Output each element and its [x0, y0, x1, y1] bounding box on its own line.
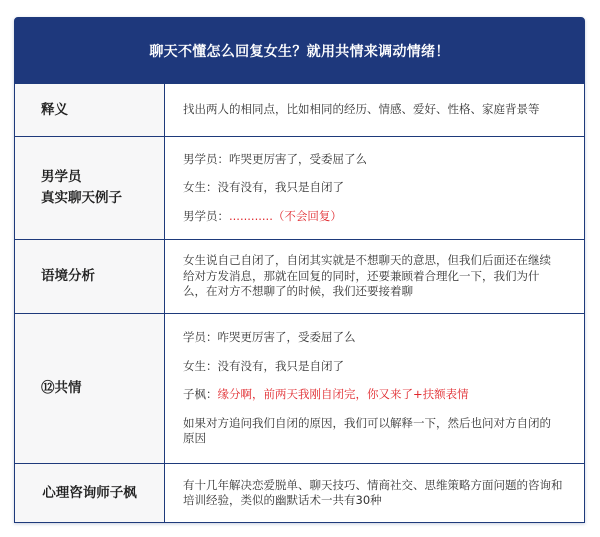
row-label-line2: 真实聊天例子	[41, 190, 122, 206]
follow-up-note: 如果对方追问我们自闭的原因，我们可以解释一下，然后也问对方自闭的原因	[183, 415, 551, 446]
chat-line	[183, 209, 568, 225]
message: 咋哭更厉害了，受委屈了么	[229, 151, 367, 166]
table-row-context-analysis	[15, 239, 584, 313]
row-label: 语境分析	[15, 240, 165, 313]
speaker: 男学员：	[183, 208, 229, 223]
speaker: 男学员：	[183, 151, 229, 166]
chat-line	[183, 330, 568, 346]
row-label: 心理咨询师子枫	[15, 464, 165, 522]
row-content	[165, 240, 584, 313]
speaker: 女生：	[183, 358, 218, 373]
speaker: 子枫：	[183, 387, 218, 402]
row-content	[165, 84, 584, 136]
row-content	[165, 137, 584, 239]
speaker: 女生：	[183, 180, 218, 195]
row-label: 释义	[15, 84, 165, 136]
chat-line	[183, 359, 568, 375]
row-label	[15, 137, 165, 239]
definition-text: 找出两人的相同点，比如相同的经历、情感、爱好、性格、家庭背景等	[183, 102, 540, 117]
message: 咋哭更厉害了，受委屈了么	[217, 330, 356, 345]
analysis-text: 女生说自己自闭了，自闭其实就是不想聊天的意思，但我们后面还在继续给对方发消息，那就在回复的同时，还要兼顾着合理化一下，我们为什么，在对方不想聊了的时候，我们还要接着聊	[183, 253, 551, 299]
row-content	[165, 464, 584, 522]
speaker: 学员：	[183, 330, 218, 345]
table-row-example	[15, 136, 584, 239]
chat-line	[183, 180, 568, 196]
author-bio: 有十几年解决恋爱脱单、聊天技巧、情商社交、思维策略方面问题的咨询和培训经验，类似的幽默话术一共有30种	[183, 477, 563, 507]
empathy-table	[14, 17, 585, 523]
row-label-line1: 男学员	[41, 169, 82, 185]
table-row-definition	[15, 83, 584, 136]
table-title: 聊天不懂怎么回复女生？就用共情来调动情绪！	[15, 18, 584, 83]
highlight-message: 缘分啊，前两天我刚自闭完，你又来了+扶额表情	[217, 387, 469, 402]
table-row-author	[15, 463, 584, 522]
row-content	[165, 314, 584, 463]
message: 没有没有，我只是自闭了	[217, 358, 344, 373]
row-label: ⑫共情	[15, 314, 165, 463]
highlight-message: ............（不会回复）	[229, 208, 342, 223]
message: 没有没有，我只是自闭了	[217, 180, 344, 195]
table-row-empathy	[15, 313, 584, 463]
chat-line	[183, 387, 568, 403]
chat-line	[183, 152, 568, 168]
